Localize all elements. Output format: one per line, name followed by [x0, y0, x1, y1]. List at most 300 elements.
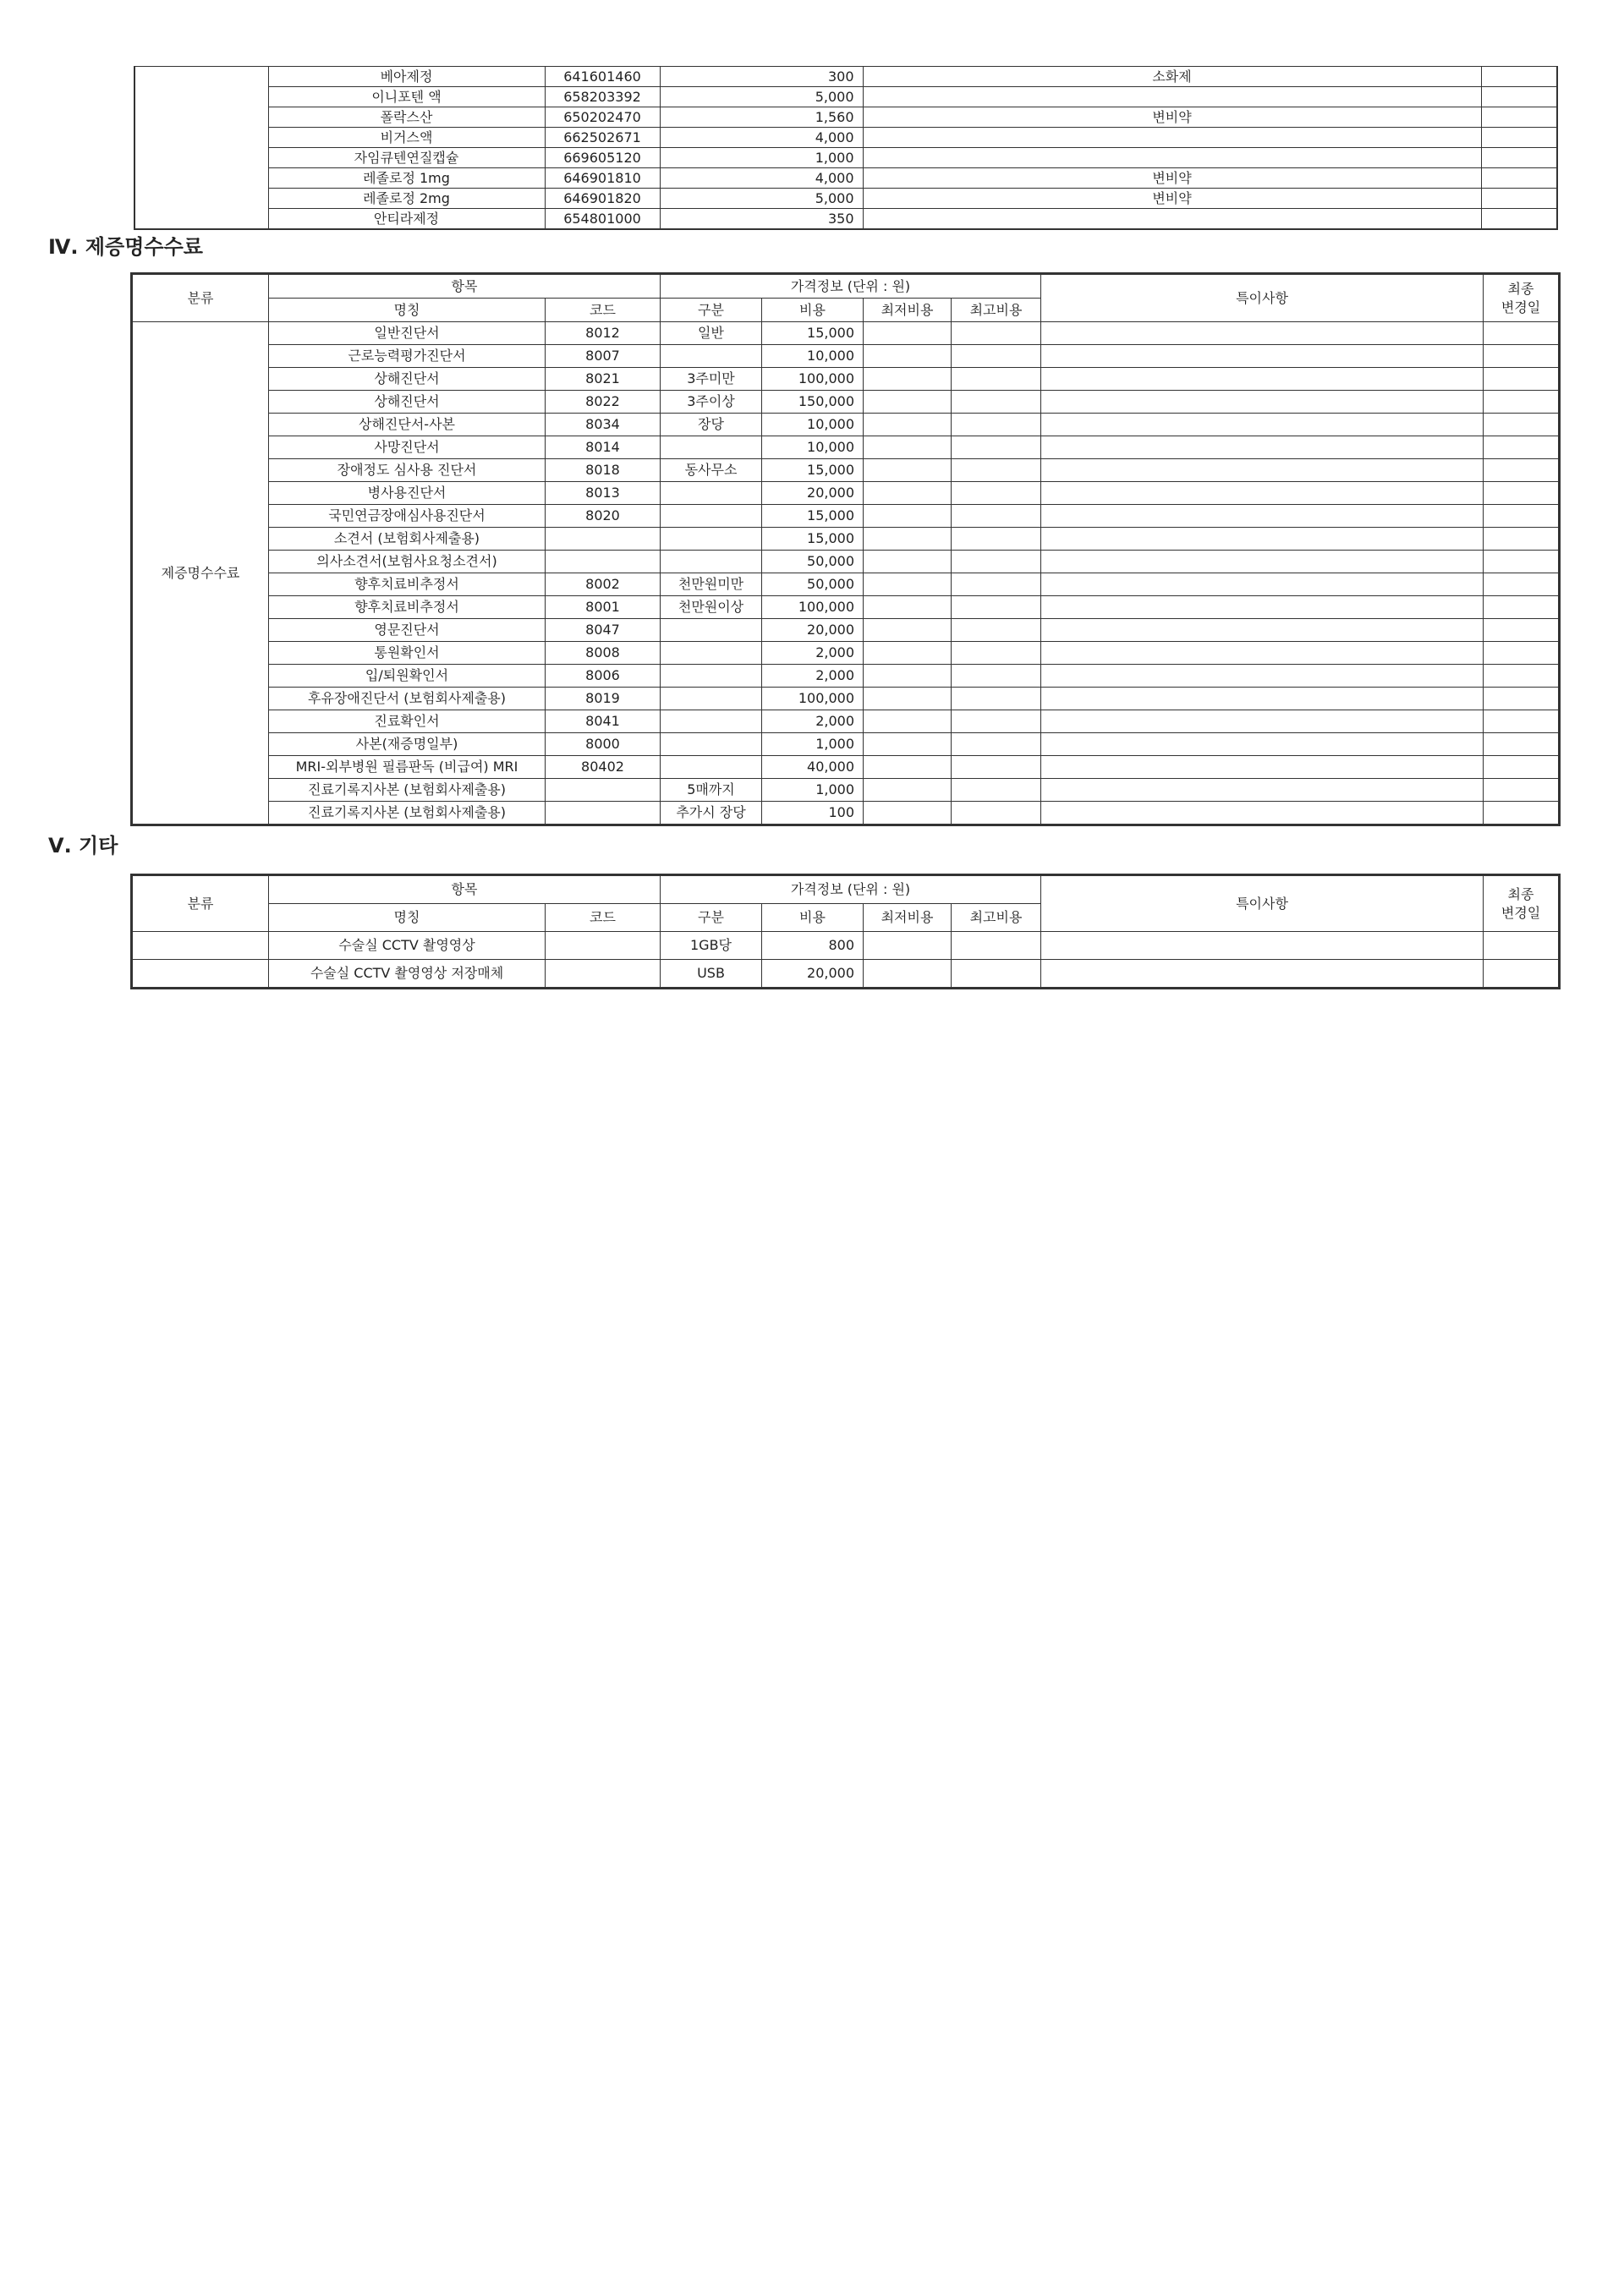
name-cell: 진료기록지사본 (보험회사제출용) [269, 802, 546, 825]
table-row [132, 573, 1560, 596]
min-cost-cell [864, 642, 952, 665]
division-cell [661, 619, 762, 642]
table-row [134, 67, 1557, 87]
note-cell [863, 148, 1481, 168]
min-cost-cell [864, 619, 952, 642]
min-cost-cell [864, 688, 952, 710]
category-cell [134, 168, 268, 189]
last-changed-cell [1484, 436, 1560, 459]
max-cost-cell [952, 596, 1041, 619]
note-cell [1041, 573, 1484, 596]
category-cell [134, 128, 268, 148]
last-changed-cell [1481, 87, 1557, 107]
division-cell [661, 756, 762, 779]
name-cell: 의사소견서(보험사요청소견서) [269, 551, 546, 573]
name-cell: 입/퇴원확인서 [269, 665, 546, 688]
category-cell [134, 67, 268, 87]
note-cell: 소화제 [863, 67, 1481, 87]
division-cell [661, 688, 762, 710]
code-cell: 8000 [546, 733, 661, 756]
name-cell: 베아제정 [268, 67, 545, 87]
division-cell: 장당 [661, 414, 762, 436]
cost-cell: 15,000 [762, 505, 864, 528]
note-cell [1041, 414, 1484, 436]
header-note: 특이사항 [1041, 875, 1484, 932]
last-changed-cell [1484, 733, 1560, 756]
header-last-changed [1484, 875, 1560, 932]
min-cost-cell [864, 391, 952, 414]
cost-cell: 100,000 [762, 368, 864, 391]
price-cell: 1,560 [660, 107, 863, 128]
max-cost-cell [952, 322, 1041, 345]
code-cell: 646901820 [545, 189, 660, 209]
code-cell: 8012 [546, 322, 661, 345]
code-cell: 8022 [546, 391, 661, 414]
table-row [132, 642, 1560, 665]
table-row [132, 665, 1560, 688]
code-cell [546, 802, 661, 825]
last-changed-cell [1484, 391, 1560, 414]
note-cell [1041, 688, 1484, 710]
code-cell: 669605120 [545, 148, 660, 168]
header-last-changed [1484, 274, 1560, 322]
max-cost-cell [952, 932, 1041, 960]
max-cost-cell [952, 368, 1041, 391]
table-row [132, 505, 1560, 528]
code-cell [546, 779, 661, 802]
note-cell: 변비약 [863, 168, 1481, 189]
name-cell: 사본(재증명일부) [269, 733, 546, 756]
code-cell: 662502671 [545, 128, 660, 148]
name-cell: 상해진단서-사본 [269, 414, 546, 436]
price-cell: 1,000 [660, 148, 863, 168]
min-cost-cell [864, 436, 952, 459]
medicine-fee-table-continued [134, 66, 1558, 230]
max-cost-cell [952, 619, 1041, 642]
last-changed-cell [1484, 505, 1560, 528]
division-cell [661, 642, 762, 665]
note-cell [1041, 459, 1484, 482]
category-cell [134, 209, 268, 230]
cost-cell: 40,000 [762, 756, 864, 779]
price-cell: 5,000 [660, 189, 863, 209]
table-row [132, 932, 1560, 960]
name-cell: 안티라제정 [268, 209, 545, 230]
note-cell [1041, 482, 1484, 505]
max-cost-cell [952, 710, 1041, 733]
last-changed-cell [1481, 209, 1557, 230]
last-changed-cell [1481, 168, 1557, 189]
max-cost-cell [952, 688, 1041, 710]
min-cost-cell [864, 482, 952, 505]
code-cell: 654801000 [545, 209, 660, 230]
min-cost-cell [864, 756, 952, 779]
header-category: 분류 [132, 875, 269, 932]
note-cell [1041, 733, 1484, 756]
last-changed-cell [1481, 107, 1557, 128]
name-cell: 영문진단서 [269, 619, 546, 642]
cost-cell: 50,000 [762, 573, 864, 596]
table-row [132, 345, 1560, 368]
cost-cell: 20,000 [762, 619, 864, 642]
table-row [132, 619, 1560, 642]
cost-cell: 100,000 [762, 688, 864, 710]
cost-cell: 15,000 [762, 322, 864, 345]
code-cell: 80402 [546, 756, 661, 779]
header-last-changed-text: 최종 변경일 [1501, 280, 1541, 315]
name-cell: 국민연금장애심사용진단서 [269, 505, 546, 528]
name-cell: 비거스액 [268, 128, 545, 148]
note-cell [1041, 619, 1484, 642]
cost-cell: 2,000 [762, 642, 864, 665]
table-row [132, 391, 1560, 414]
code-cell: 8041 [546, 710, 661, 733]
division-cell [661, 551, 762, 573]
certificate-fee-table-body [132, 322, 1560, 825]
table-row [134, 168, 1557, 189]
max-cost-cell [952, 551, 1041, 573]
code-cell [546, 551, 661, 573]
max-cost-cell [952, 573, 1041, 596]
note-cell [1041, 322, 1484, 345]
table-header-row [132, 274, 1560, 299]
table-row [132, 802, 1560, 825]
note-cell [1041, 642, 1484, 665]
header-item: 항목 [269, 875, 661, 904]
last-changed-cell [1484, 802, 1560, 825]
table-row [134, 148, 1557, 168]
last-changed-cell [1484, 960, 1560, 989]
code-cell: 8008 [546, 642, 661, 665]
table-row [132, 756, 1560, 779]
header-max-cost: 최고비용 [952, 299, 1041, 322]
cost-cell: 10,000 [762, 436, 864, 459]
table-row [132, 710, 1560, 733]
max-cost-cell [952, 960, 1041, 989]
header-price-info: 가격정보 (단위 : 원) [661, 875, 1041, 904]
table-row [134, 189, 1557, 209]
last-changed-cell [1481, 148, 1557, 168]
header-name: 명칭 [269, 299, 546, 322]
last-changed-cell [1484, 368, 1560, 391]
last-changed-cell [1484, 932, 1560, 960]
cost-cell: 20,000 [762, 960, 864, 989]
table-row [132, 414, 1560, 436]
last-changed-cell [1484, 596, 1560, 619]
header-category: 분류 [132, 274, 269, 322]
last-changed-cell [1484, 642, 1560, 665]
name-cell: 사망진단서 [269, 436, 546, 459]
cost-cell: 10,000 [762, 345, 864, 368]
min-cost-cell [864, 596, 952, 619]
name-cell: 이니포텐 액 [268, 87, 545, 107]
last-changed-cell [1481, 189, 1557, 209]
division-cell [661, 345, 762, 368]
cost-cell: 1,000 [762, 733, 864, 756]
name-cell: 근로능력평가진단서 [269, 345, 546, 368]
note-cell [863, 128, 1481, 148]
last-changed-cell [1484, 688, 1560, 710]
name-cell: 자임큐텐연질캡슐 [268, 148, 545, 168]
note-cell [1041, 391, 1484, 414]
code-cell: 8020 [546, 505, 661, 528]
max-cost-cell [952, 459, 1041, 482]
note-cell [1041, 505, 1484, 528]
min-cost-cell [864, 733, 952, 756]
max-cost-cell [952, 779, 1041, 802]
name-cell: 수술실 CCTV 촬영영상 저장매체 [269, 960, 546, 989]
header-last-changed-text: 최종 변경일 [1501, 885, 1541, 921]
name-cell: 소견서 (보험회사제출용) [269, 528, 546, 551]
min-cost-cell [864, 345, 952, 368]
note-cell [1041, 345, 1484, 368]
category-cell [134, 107, 268, 128]
note-cell [1041, 596, 1484, 619]
table-row [134, 107, 1557, 128]
code-cell: 658203392 [545, 87, 660, 107]
header-name: 명칭 [269, 904, 546, 932]
code-cell [546, 960, 661, 989]
min-cost-cell [864, 710, 952, 733]
code-cell: 8002 [546, 573, 661, 596]
last-changed-cell [1484, 414, 1560, 436]
price-cell: 350 [660, 209, 863, 230]
last-changed-cell [1484, 619, 1560, 642]
note-cell [863, 209, 1481, 230]
cost-cell: 20,000 [762, 482, 864, 505]
last-changed-cell [1484, 551, 1560, 573]
min-cost-cell [864, 960, 952, 989]
note-cell [1041, 756, 1484, 779]
code-cell [546, 932, 661, 960]
min-cost-cell [864, 528, 952, 551]
division-cell: 3주미만 [661, 368, 762, 391]
table-row [132, 779, 1560, 802]
medicine-fee-table-body [134, 67, 1557, 230]
division-cell [661, 436, 762, 459]
name-cell: 상해진단서 [269, 391, 546, 414]
code-cell: 8018 [546, 459, 661, 482]
code-cell [546, 528, 661, 551]
note-cell: 변비약 [863, 189, 1481, 209]
max-cost-cell [952, 345, 1041, 368]
cost-cell: 2,000 [762, 665, 864, 688]
max-cost-cell [952, 642, 1041, 665]
note-cell: 변비약 [863, 107, 1481, 128]
min-cost-cell [864, 573, 952, 596]
code-cell: 8019 [546, 688, 661, 710]
min-cost-cell [864, 414, 952, 436]
header-min-cost: 최저비용 [864, 299, 952, 322]
category-cell [134, 189, 268, 209]
table-header-row [132, 875, 1560, 904]
code-cell: 646901810 [545, 168, 660, 189]
note-cell [1041, 528, 1484, 551]
table-row [134, 209, 1557, 230]
max-cost-cell [952, 436, 1041, 459]
note-cell [1041, 960, 1484, 989]
header-division: 구분 [661, 299, 762, 322]
min-cost-cell [864, 459, 952, 482]
max-cost-cell [952, 414, 1041, 436]
last-changed-cell [1484, 779, 1560, 802]
name-cell: 병사용진단서 [269, 482, 546, 505]
code-cell: 8007 [546, 345, 661, 368]
header-cost: 비용 [762, 904, 864, 932]
name-cell: 장애정도 심사용 진단서 [269, 459, 546, 482]
cost-cell: 150,000 [762, 391, 864, 414]
code-cell: 8047 [546, 619, 661, 642]
name-cell: MRI-외부병원 필름판독 (비급여) MRI [269, 756, 546, 779]
last-changed-cell [1484, 710, 1560, 733]
table-row [132, 322, 1560, 345]
price-cell: 5,000 [660, 87, 863, 107]
name-cell: 진료기록지사본 (보험회사제출용) [269, 779, 546, 802]
table-row [132, 436, 1560, 459]
table-row [132, 688, 1560, 710]
table-row [134, 87, 1557, 107]
division-cell: 동사무소 [661, 459, 762, 482]
header-price-info: 가격정보 (단위 : 원) [661, 274, 1041, 299]
max-cost-cell [952, 391, 1041, 414]
name-cell: 후유장애진단서 (보험회사제출용) [269, 688, 546, 710]
price-cell: 300 [660, 67, 863, 87]
division-cell [661, 528, 762, 551]
min-cost-cell [864, 368, 952, 391]
last-changed-cell [1484, 665, 1560, 688]
max-cost-cell [952, 733, 1041, 756]
name-cell: 수술실 CCTV 촬영영상 [269, 932, 546, 960]
min-cost-cell [864, 802, 952, 825]
code-cell: 8013 [546, 482, 661, 505]
last-changed-cell [1484, 345, 1560, 368]
code-cell: 641601460 [545, 67, 660, 87]
note-cell [1041, 932, 1484, 960]
name-cell: 상해진단서 [269, 368, 546, 391]
code-cell: 8006 [546, 665, 661, 688]
category-cell [134, 148, 268, 168]
table-row [132, 551, 1560, 573]
note-cell [1041, 436, 1484, 459]
code-cell: 8014 [546, 436, 661, 459]
division-cell: 일반 [661, 322, 762, 345]
division-cell: 천만원미만 [661, 573, 762, 596]
price-cell: 4,000 [660, 128, 863, 148]
division-cell [661, 482, 762, 505]
last-changed-cell [1481, 67, 1557, 87]
header-division: 구분 [661, 904, 762, 932]
section-v-title: Ⅴ. 기타 [48, 834, 118, 858]
header-note: 특이사항 [1041, 274, 1484, 322]
cost-cell: 1,000 [762, 779, 864, 802]
division-cell [661, 665, 762, 688]
name-cell: 레졸로정 1mg [268, 168, 545, 189]
note-cell [863, 87, 1481, 107]
header-item: 항목 [269, 274, 661, 299]
name-cell: 향후치료비추정서 [269, 596, 546, 619]
max-cost-cell [952, 528, 1041, 551]
name-cell: 일반진단서 [269, 322, 546, 345]
cost-cell: 10,000 [762, 414, 864, 436]
cost-cell: 800 [762, 932, 864, 960]
last-changed-cell [1484, 459, 1560, 482]
division-cell: 5매까지 [661, 779, 762, 802]
category-cell [134, 87, 268, 107]
other-fee-table [130, 874, 1561, 989]
table-row [132, 368, 1560, 391]
last-changed-cell [1484, 756, 1560, 779]
last-changed-cell [1484, 528, 1560, 551]
max-cost-cell [952, 482, 1041, 505]
table-row [132, 459, 1560, 482]
note-cell [1041, 551, 1484, 573]
min-cost-cell [864, 505, 952, 528]
note-cell [1041, 368, 1484, 391]
name-cell: 진료확인서 [269, 710, 546, 733]
header-code: 코드 [546, 299, 661, 322]
min-cost-cell [864, 322, 952, 345]
certificate-fee-table [130, 272, 1561, 826]
division-cell [661, 710, 762, 733]
max-cost-cell [952, 505, 1041, 528]
code-cell: 8034 [546, 414, 661, 436]
cost-cell: 15,000 [762, 459, 864, 482]
max-cost-cell [952, 665, 1041, 688]
min-cost-cell [864, 665, 952, 688]
last-changed-cell [1484, 322, 1560, 345]
min-cost-cell [864, 932, 952, 960]
division-cell: 3주이상 [661, 391, 762, 414]
note-cell [1041, 779, 1484, 802]
code-cell: 650202470 [545, 107, 660, 128]
name-cell: 향후치료비추정서 [269, 573, 546, 596]
division-cell: 1GB당 [661, 932, 762, 960]
cost-cell: 100 [762, 802, 864, 825]
table-row [132, 596, 1560, 619]
division-cell: 추가시 장당 [661, 802, 762, 825]
max-cost-cell [952, 756, 1041, 779]
other-fee-table-body [132, 932, 1560, 989]
code-cell: 8001 [546, 596, 661, 619]
table-row [132, 482, 1560, 505]
note-cell [1041, 710, 1484, 733]
category-cell [132, 932, 269, 960]
category-cell: 제증명수수료 [132, 322, 269, 825]
table-row [132, 528, 1560, 551]
header-cost: 비용 [762, 299, 864, 322]
min-cost-cell [864, 779, 952, 802]
max-cost-cell [952, 802, 1041, 825]
last-changed-cell [1484, 482, 1560, 505]
code-cell: 8021 [546, 368, 661, 391]
last-changed-cell [1481, 128, 1557, 148]
division-cell: USB [661, 960, 762, 989]
header-max-cost: 최고비용 [952, 904, 1041, 932]
cost-cell: 100,000 [762, 596, 864, 619]
header-code: 코드 [546, 904, 661, 932]
cost-cell: 2,000 [762, 710, 864, 733]
division-cell [661, 733, 762, 756]
last-changed-cell [1484, 573, 1560, 596]
header-min-cost: 최저비용 [864, 904, 952, 932]
table-row [132, 733, 1560, 756]
table-row [134, 128, 1557, 148]
note-cell [1041, 802, 1484, 825]
name-cell: 폴락스산 [268, 107, 545, 128]
note-cell [1041, 665, 1484, 688]
table-row [132, 960, 1560, 989]
min-cost-cell [864, 551, 952, 573]
